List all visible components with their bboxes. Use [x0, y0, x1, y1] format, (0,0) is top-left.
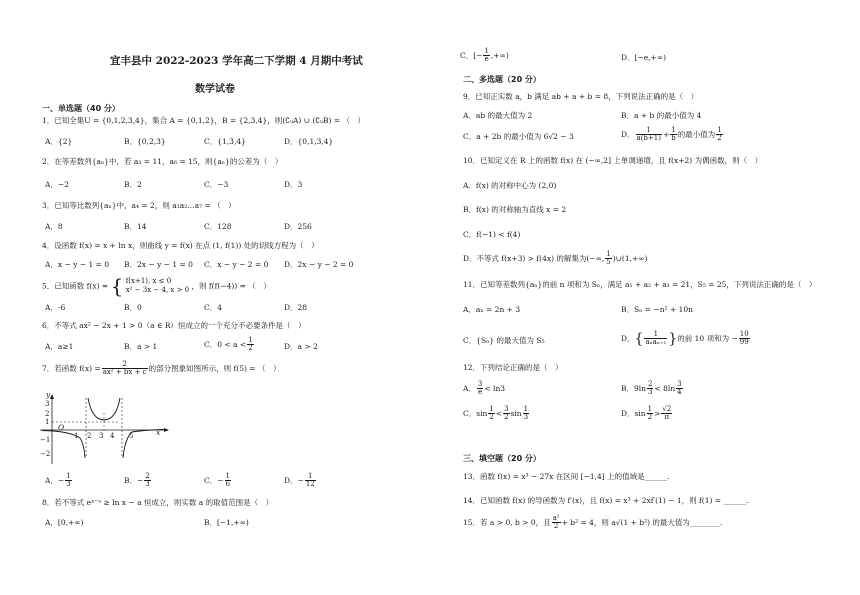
exam-subtitle: 数学试卷 — [195, 84, 235, 95]
graph-y-tick-3: 3 — [45, 400, 50, 408]
q8-option-d[interactable]: D．[−e,+∞) — [621, 53, 667, 62]
q1-option-c[interactable]: C．{1,3,4} — [204, 137, 246, 146]
section-single-choice: 一、单选题（40 分） — [42, 104, 120, 113]
q5-option-a[interactable]: A．-6 — [45, 303, 66, 312]
q10-option-a[interactable]: A．f(x) 的对称中心为 (2,0) — [463, 181, 557, 190]
q5-option-c[interactable]: C．4 — [204, 303, 223, 312]
section-fill-in: 三、填空题（20 分） — [463, 454, 541, 463]
q2-option-c[interactable]: C．−3 — [204, 180, 229, 189]
graph-x-tick-3: 3 — [99, 432, 104, 440]
question-7: 7．若函数 f(x) = $\frac{2}{\text{ax² + bx + c}}$ 的部分图象如图所示，则 f(5) = （ ） — [42, 360, 281, 377]
q9-option-a[interactable]: A．ab 的最大值为 2 — [463, 111, 533, 120]
q12-option-b[interactable]: B．9ln $\frac{2}{3}$ < 8ln $\frac{3}{4}$ — [621, 380, 682, 397]
question-1: 1．已知全集U = {0,1,2,3,4}，集合 A = {0,1,2}，B = {2,3,4}，则(∁ᵤA) ∪ (∁ᵤB) = （ ） — [42, 116, 366, 125]
q1-option-b[interactable]: B．{0,2,3} — [124, 137, 166, 146]
q5-case-2: x² − 3x − 4, x > 0 — [125, 286, 190, 294]
graph-y-tick-neg1: −1 — [40, 436, 51, 444]
q10-option-c[interactable]: C．f(−1) < f(4) — [463, 230, 521, 239]
q6-option-c[interactable]: C．0 < a < $\frac{1}{2}$ — [204, 336, 253, 353]
graph-x-tick-5: 5 — [129, 432, 134, 440]
q11-option-c[interactable]: C．{Sₙ} 的最大值为 S₅ — [463, 336, 545, 345]
question-13: 13．函数 f(x) = x³ − 27x 在区间 [−1,4] 上的值域是______. — [463, 472, 670, 481]
graph-x-tick-1: 1 — [74, 432, 79, 440]
question-12: 12．下列结论正确的是（ ） — [463, 363, 563, 372]
q3-option-c[interactable]: C．128 — [204, 222, 232, 231]
q9-option-b[interactable]: B．a + b 的最小值为 4 — [621, 111, 702, 120]
graph-x-tick-2: 2 — [87, 432, 92, 440]
q4-option-b[interactable]: B．2x − y − 1 = 0 — [124, 260, 193, 269]
graph-y-label: y — [46, 390, 51, 399]
q5-option-b[interactable]: B．0 — [124, 303, 142, 312]
q6-option-b[interactable]: B．a > 1 — [124, 342, 158, 351]
q4-option-d[interactable]: D．2x − y − 2 = 0 — [284, 260, 354, 269]
question-9: 9．已知正实数 a，b 满足 ab + a + b = 8，下列说法正确的是（ ） — [463, 92, 699, 101]
q7-option-b[interactable]: B．− $\frac{2}{3}$ — [124, 472, 150, 489]
q1-option-a[interactable]: A．{2} — [45, 137, 73, 146]
graph-y-tick-1: 1 — [45, 418, 50, 426]
question-11: 11．已知等差数列{aₙ}的前 n 项和为 Sₙ，满足 a₁ + a₂ + a₃ = 21，S₅ = 25，下列说法正确的是（ ） — [463, 280, 817, 289]
q5-brace: { — [110, 274, 124, 298]
q5-tail: ，则 f(f(−4)) = （ ） — [191, 281, 271, 291]
question-3: 3．已知等比数列{aₙ}中，a₄ = 2，则 a₁a₂…a₇ = （ ） — [42, 201, 236, 210]
q12-option-c[interactable]: C．sin $\frac{1}{2}$ < $\frac{3}{2}$ sin $\frac{1}{3}$ — [463, 405, 529, 422]
graph-x-tick-4: 4 — [110, 432, 115, 440]
q4-option-a[interactable]: A．x − y − 1 = 0 — [45, 260, 110, 269]
q7-option-c[interactable]: C．− $\frac{1}{6}$ — [204, 472, 230, 489]
question-10: 10．已知定义在 R 上的函数 f(x) 在 (−∞,2] 上单调递增，且 f(x+2) 为偶函数，则（ ） — [463, 156, 763, 165]
graph-y-tick-neg2: −2 — [40, 450, 51, 458]
section-multi-choice: 二、多选题（20 分） — [463, 75, 541, 84]
q2-option-a[interactable]: A．−2 — [45, 180, 69, 189]
q9-option-d[interactable]: D． $\frac{1}{a(b+1)}$ + $\frac{1}{b}$ 的最小值为 $\frac{1}{2}$ — [621, 126, 722, 143]
q10-option-b[interactable]: B．f(x) 的对称轴为直线 x = 2 — [463, 205, 567, 214]
graph-y-tick-2: 2 — [45, 410, 50, 418]
question-6: 6．不等式 ax² − 2x + 1 > 0（a ∈ R）恒成立的一个充分不必要条件是（ ） — [42, 321, 306, 330]
q7-option-d[interactable]: D．− $\frac{1}{12}$ — [284, 472, 315, 489]
q3-option-a[interactable]: A．8 — [45, 222, 63, 231]
q10-option-d[interactable]: D．不等式 f(x+3) > f(4x) 的解集为(−∞, $\frac{1}{5}$ )∪(1,+∞) — [463, 250, 648, 267]
q8-option-b[interactable]: B．[−1,+∞) — [204, 518, 249, 527]
q5-lead: 5．已知函数 f(x) = — [42, 281, 109, 291]
graph-origin: O — [58, 423, 65, 432]
q12-option-d[interactable]: D．sin $\frac{1}{2}$ > $\frac{√2}{\pi}$ — [621, 405, 672, 422]
q2-option-d[interactable]: D．3 — [284, 180, 303, 189]
q2-option-b[interactable]: B．2 — [124, 180, 142, 189]
q6-option-d[interactable]: D．a > 2 — [284, 342, 318, 351]
q9-option-c[interactable]: C．a + 2b 的最小值为 6√2 − 3 — [463, 132, 574, 141]
q1-option-d[interactable]: D．{0,1,3,4} — [284, 137, 334, 146]
q8-option-c[interactable]: C．[− $\frac{1}{e}$ ,+∞) — [460, 47, 509, 64]
exam-title: 宜丰县中 2022-2023 学年高二下学期 4 月期中考试 — [110, 55, 363, 67]
q5-option-d[interactable]: D．28 — [284, 303, 308, 312]
question-5 — [42, 276, 271, 296]
q6-option-a[interactable]: A．a≥1 — [45, 342, 74, 351]
q11-option-b[interactable]: B．Sₙ = −n² + 10n — [621, 305, 693, 314]
q8-option-a[interactable]: A．[0,+∞) — [45, 518, 84, 527]
q4-option-c[interactable]: C．x − y − 2 = 0 — [204, 260, 269, 269]
q7-option-a[interactable]: A．− $\frac{1}{3}$ — [45, 472, 71, 489]
q5-case-1: f(x+1), x ≤ 0 — [125, 276, 172, 285]
q3-option-b[interactable]: B．14 — [124, 222, 147, 231]
q12-option-a[interactable]: A． $\frac{3}{e}$ < ln3 — [463, 380, 506, 397]
question-8: 8．若不等式 eˣ⁻ᵃ ≥ ln x − a 恒成立，则实数 a 的取值范围是（ ） — [42, 498, 274, 507]
q3-option-d[interactable]: D．256 — [284, 222, 312, 231]
question-2: 2．在等差数列{aₙ}中，若 a₃ = 11，a₆ = 15，则{aₙ}的公差为（ ） — [42, 157, 283, 166]
question-4: 4．设函数 f(x) = x + ln x，则曲线 y = f(x) 在点 (1, f(1)) 处的切线方程为（ ） — [42, 241, 319, 250]
q11-option-a[interactable]: A．aₙ = 2n + 3 — [463, 305, 521, 314]
question-15: 15．若 a > 0, b > 0，且 $\frac{\text{a²}}{2}$ + b² = 4，则 a√(1 + b²) 的最大值为________. — [463, 514, 723, 531]
graph-x-label: x — [156, 428, 161, 437]
q11-option-d[interactable]: D．{ $\frac{1}{\text{aₙaₙ₊₁}}$ }的前 10 项和为 − $\frac{10}{99}$ — [621, 330, 749, 347]
question-14: 14．已知函数 f(x) 的导函数为 f′(x)，且 f(x) = x³ + 2xf′(1) − 1，则 f(1) = ______. — [463, 496, 749, 505]
